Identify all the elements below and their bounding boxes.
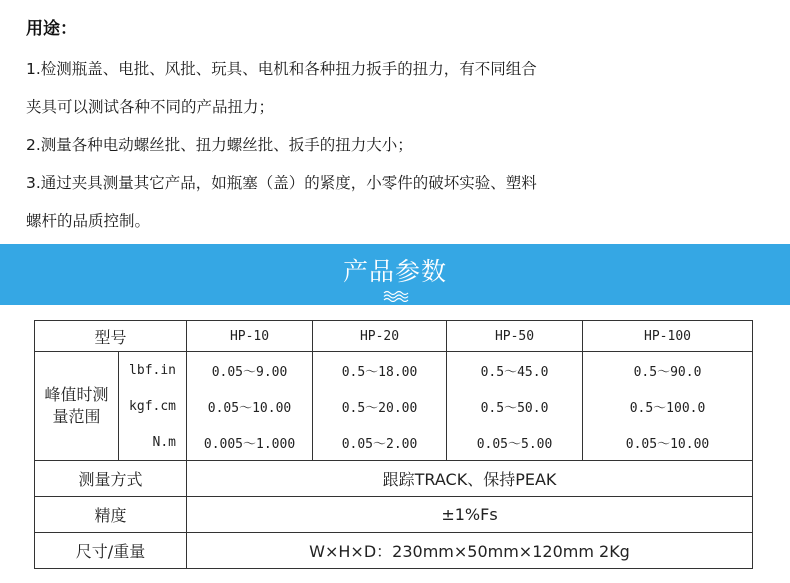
accuracy-value: ±1%Fs: [187, 497, 753, 533]
table-header-row: [35, 321, 753, 352]
unit-lbf-in: lbf.in: [119, 352, 187, 389]
usage-line-4: 3.通过夹具测量其它产品，如瓶塞（盖）的紧度，小零件的破坏实验、塑料: [26, 174, 537, 192]
value-cell: 0.5～18.00: [313, 352, 447, 389]
value-cell: 0.5～20.00: [313, 388, 447, 424]
table-row: [35, 388, 753, 424]
value-cell: 0.05～9.00: [187, 352, 313, 389]
usage-line-1: 1.检测瓶盖、电批、风批、玩具、电机和各种扭力扳手的扭力，有不同组合: [26, 60, 537, 78]
usage-line-5: 螺杆的品质控制。: [26, 212, 151, 230]
usage-section: [26, 14, 766, 251]
model-hp50: HP-50: [447, 321, 583, 352]
size-value: W×H×D：230mm×50mm×120mm 2Kg: [187, 533, 753, 569]
method-label: 测量方式: [35, 461, 187, 497]
value-cell: 0.005～1.000: [187, 424, 313, 461]
table-row: [35, 424, 753, 461]
value-cell: 0.5～50.0: [447, 388, 583, 424]
usage-line-3: 2.测量各种电动螺丝批、扭力螺丝批、扳手的扭力大小；: [26, 136, 413, 154]
section-banner: [0, 244, 790, 305]
range-label: [35, 352, 119, 461]
usage-line-2: 夹具可以测试各种不同的产品扭力；: [26, 98, 275, 116]
model-label: 型号: [35, 321, 187, 352]
wave-icon: [383, 290, 409, 302]
size-label: 尺寸/重量: [35, 533, 187, 569]
params-table: [34, 320, 753, 569]
table-row: [35, 497, 753, 533]
value-cell: 0.05～5.00: [447, 424, 583, 461]
accuracy-label: 精度: [35, 497, 187, 533]
value-cell: 0.5～90.0: [583, 352, 753, 389]
banner-title: 产品参数: [342, 257, 447, 286]
table-row: [35, 352, 753, 389]
model-hp10: HP-10: [187, 321, 313, 352]
usage-title: 用途：: [26, 19, 77, 39]
value-cell: 0.05～10.00: [187, 388, 313, 424]
unit-kgf-cm: kgf.cm: [119, 388, 187, 424]
model-hp100: HP-100: [583, 321, 753, 352]
table-row: [35, 461, 753, 497]
unit-n-m: N.m: [119, 424, 187, 461]
method-value: 跟踪TRACK、保持PEAK: [187, 461, 753, 497]
value-cell: 0.05～2.00: [313, 424, 447, 461]
range-label-text: 峰值时测量范围: [44, 385, 109, 426]
value-cell: 0.05～10.00: [583, 424, 753, 461]
value-cell: 0.5～45.0: [447, 352, 583, 389]
value-cell: 0.5～100.0: [583, 388, 753, 424]
model-hp20: HP-20: [313, 321, 447, 352]
table-row: [35, 533, 753, 569]
